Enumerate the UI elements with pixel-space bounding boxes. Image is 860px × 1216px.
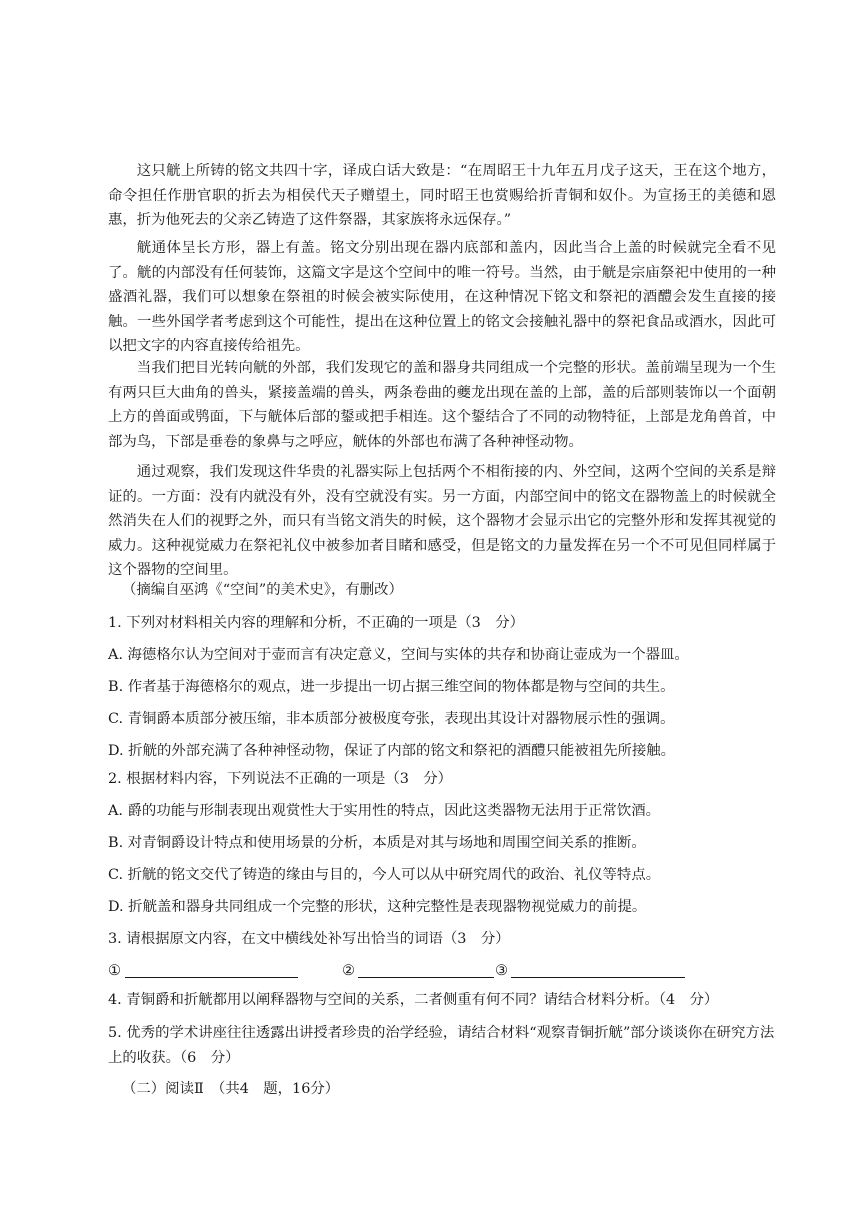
question-1-option-a: A. 海德格尔认为空间对于壶而言有决定意义，空间与实体的共存和协商让壶成为一个器皿。 — [108, 647, 689, 663]
question-2-option-a: A. 爵的功能与形制表现出观赏性大于实用性的特点，因此这类器物无法用于正常饮酒。 — [108, 803, 660, 819]
source-note: （摘编自巫鸿《“空间”的美术史》，有删改） — [122, 582, 403, 598]
question-1-option-d: D. 折觥的外部充满了各种神怪动物，保证了内部的铭文和祭祀的酒醴只能被祖先所接触。 — [108, 743, 676, 759]
blank-marker-2: ② — [342, 963, 355, 979]
question-4-stem: 4. 青铜爵和折觥都用以阐释器物与空间的关系，二者侧重有何不同？请结合材料分析。（4 分） — [108, 992, 719, 1008]
question-2-option-c: C. 折觥的铭文交代了铸造的缘由与目的，今人可以从中研究周代的政治、礼仪等特点。 — [108, 867, 661, 883]
passage-paragraph-2: 觥通体呈长方形，器上有盖。铭文分别出现在器内底部和盖内，因此当合上盖的时候就完全看不见了。觥的内部没有任何装饰，这篇文字是这个空间中的唯一符号。当然，由于觥是宗庙祭祀中使用的一种盛酒礼器，我们可以想象在祭祖的时候会被实际使用，在这种情况下铭文和祭祀的酒醴会发生直接的接触。一些外国学者考虑到这个可能性，提出在这种位置上的铭文会接触礼器中的祭祀食品或酒水，因此可以把文字的内容直接传给祖先。 — [108, 240, 776, 354]
question-3-blanks — [108, 959, 776, 983]
blank-marker-3: ③ — [495, 963, 508, 979]
passage-paragraph-1: 这只觥上所铸的铭文共四十字，译成白话大致是：“在周昭王十九年五月戊子这天，王在这个地方，命令担任作册官职的折去为相侯代天子赠望土，同时昭王也赏赐给折青铜和奴仆。为宣扬王的美德和恩惠，折为他死去的父亲乙铸造了这件祭器，其家族将永远保存。” — [108, 163, 776, 228]
blank-marker-1: ① — [108, 963, 121, 979]
answer-blank-2[interactable] — [358, 977, 494, 978]
question-1-option-b: B. 作者基于海德格尔的观点，进一步提出一切占据三维空间的物体都是物与空间的共生。 — [108, 679, 675, 695]
question-2-option-b: B. 对青铜爵设计特点和使用场景的分析，本质是对其与场地和周围空间关系的推断。 — [108, 835, 646, 851]
question-3-stem: 3. 请根据原文内容，在文中横线处补写出恰当的词语（3 分） — [108, 931, 510, 947]
passage-paragraph-4: 通过观察，我们发现这件华贵的礼器实际上包括两个不相衔接的内、外空间，这两个空间的关系是辩证的。一方面：没有内就没有外，没有空就没有实。另一方面，内部空间中的铭文在器物盖上的时候就全然消失在人们的视野之外，而只有当铭文消失的时候，这个器物才会显示出它的完整外形和发挥其视觉的威力。这种视觉威力在祭祀礼仪中被参加者目睹和感受，但是铭文的力量发挥在另一个不可见但同样属于这个器物的空间里。 — [108, 464, 776, 578]
question-2-stem: 2. 根据材料内容，下列说法不正确的一项是（3 分） — [108, 771, 453, 787]
question-2-option-d: D. 折觥盖和器身共同组成一个完整的形状，这种完整性是表现器物视觉威力的前提。 — [108, 899, 647, 915]
section-heading: （二）阅读Ⅱ （共4 题，16分） — [122, 1081, 340, 1097]
question-1-option-c: C. 青铜爵本质部分被压缩，非本质部分被极度夸张，表现出其设计对器物展示性的强调。 — [108, 711, 675, 727]
question-1-stem: 1. 下列对材料相关内容的理解和分析，不正确的一项是（3 分） — [108, 615, 525, 631]
answer-blank-1[interactable] — [125, 977, 298, 978]
question-5-stem: 5. 优秀的学术讲座往往透露出讲授者珍贵的治学经验，请结合材料“观察青铜折觥”部分谈谈你在研究方法上的收获。（6 分） — [108, 1025, 775, 1066]
answer-blank-3[interactable] — [511, 977, 685, 978]
passage-paragraph-3: 当我们把目光转向觥的外部，我们发现它的盖和器身共同组成一个完整的形状。盖前端呈现为一个生有两只巨大曲角的兽头，紧接盖端的兽头，两条卷曲的夔龙出现在盖的上部，盖的后部则装饰以一个面朝上方的兽面或鸮面，下与觥体后部的鋬或把手相连。这个鋬结合了不同的动物特征，上部是龙角兽首，中部为鸟，下部是垂卷的象鼻与之呼应，觥体的外部也布满了各种神怪动物。 — [108, 360, 776, 450]
